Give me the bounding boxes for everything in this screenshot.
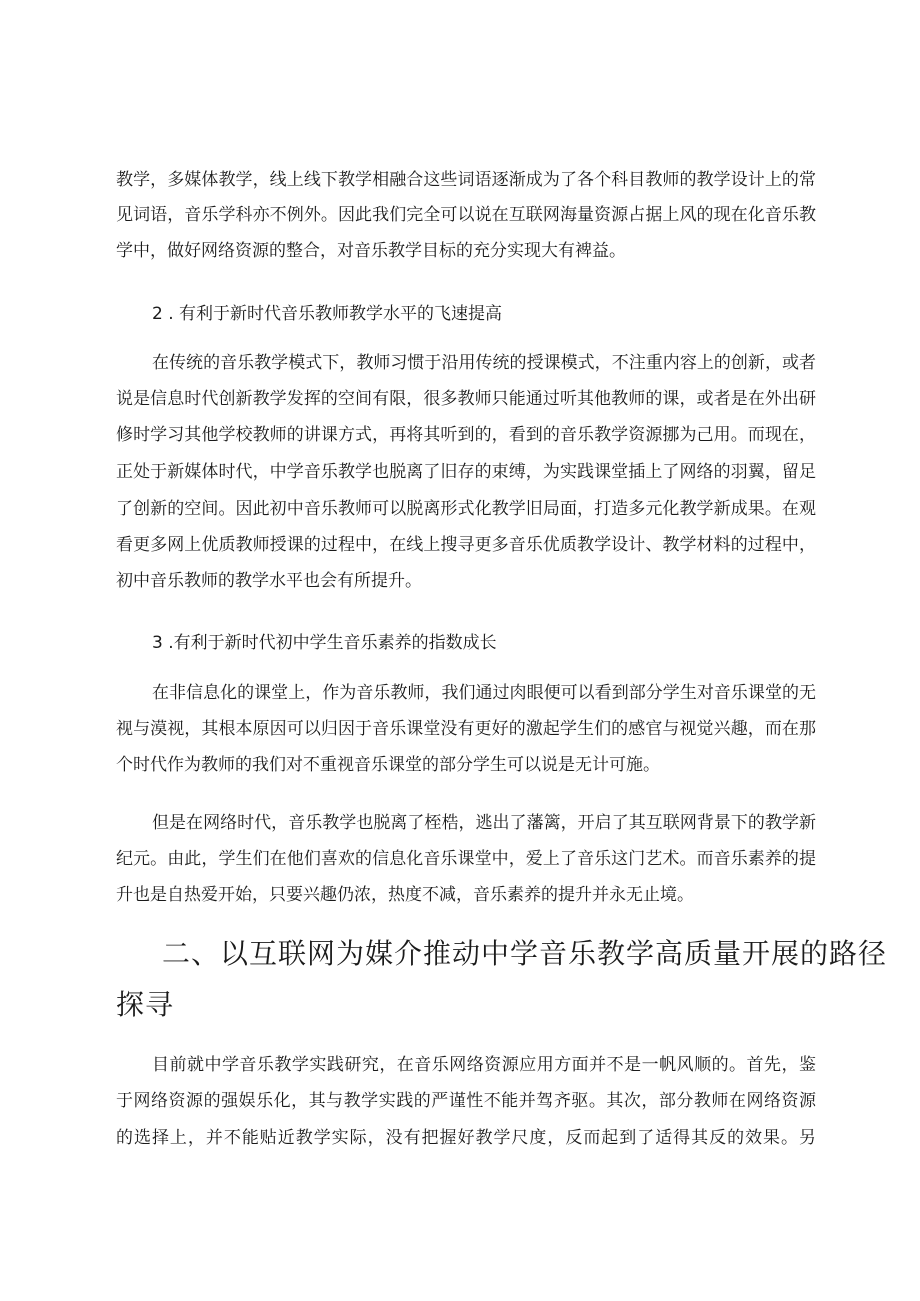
- paragraph-line: 在传统的音乐教学模式下，教师习惯于沿用传统的授课模式，不注重内容上的创新，或者: [152, 353, 816, 373]
- paragraph-line: 了创新的空间。因此初中音乐教师可以脱离形式化教学旧局面，打造多元化教学新成果。在观: [116, 499, 816, 519]
- paragraph-line: 修时学习其他学校教师的讲课方式，再将其听到的，看到的音乐教学资源挪为己用。而现在，: [116, 425, 816, 445]
- paragraph-line: 正处于新媒体时代，中学音乐教学也脱离了旧存的束缚，为实践课堂插上了网络的羽翼，留足: [116, 462, 816, 482]
- paragraph-line: 于网络资源的强娱乐化，其与教学实践的严谨性不能并驾齐驱。其次，部分教师在网络资源: [116, 1091, 816, 1111]
- section-heading: 二、以互联网为媒介推动中学音乐教学高质量开展的路径: [162, 937, 888, 970]
- paragraph-line: 视与漠视，其根本原因可以归因于音乐课堂没有更好的激起学生们的感官与视觉兴趣，而在那: [116, 719, 816, 739]
- paragraph-line: 见词语，音乐学科亦不例外。因此我们完全可以说在互联网海量资源占据上风的现在化音乐教: [116, 205, 816, 225]
- paragraph-line: 纪元。由此，学生们在他们喜欢的信息化音乐课堂中，爱上了音乐这门艺术。而音乐素养的提: [116, 849, 816, 869]
- paragraph-line: 目前就中学音乐教学实践研究，在音乐网络资源应用方面并不是一帆风顺的。首先，鉴: [152, 1055, 816, 1075]
- paragraph-line: 教学，多媒体教学，线上线下教学相融合这些词语逐渐成为了各个科目教师的教学设计上的常: [116, 170, 816, 190]
- paragraph-line: 的选择上，并不能贴近教学实际，没有把握好教学尺度，反而起到了适得其反的效果。另: [116, 1128, 816, 1148]
- paragraph-line: 看更多网上优质教师授课的过程中，在线上搜寻更多音乐优质教学设计、教学材料的过程中，: [116, 535, 816, 555]
- section-heading-continued: 探寻: [116, 988, 175, 1021]
- paragraph-line: 说是信息时代创新教学发挥的空间有限，很多教师只能通过听其他教师的课，或者是在外出研: [116, 389, 816, 409]
- paragraph-line: 学中，做好网络资源的整合，对音乐教学目标的充分实现大有裨益。: [116, 241, 626, 261]
- paragraph-line: 初中音乐教师的教学水平也会有所提升。: [116, 571, 422, 591]
- paragraph-line: 但是在网络时代，音乐教学也脱离了桎梏，逃出了藩篱，开启了其互联网背景下的教学新: [152, 813, 816, 833]
- paragraph-line: 在非信息化的课堂上，作为音乐教师，我们通过肉眼便可以看到部分学生对音乐课堂的无: [152, 683, 816, 703]
- paragraph-line: 个时代作为教师的我们对不重视音乐课堂的部分学生可以说是无计可施。: [116, 755, 660, 775]
- paragraph-line: 升也是自热爱开始，只要兴趣仍浓，热度不减，音乐素养的提升并永无止境。: [116, 885, 694, 905]
- section-subheading: 3 .有利于新时代初中学生音乐素养的指数成长: [152, 633, 497, 653]
- section-subheading: 2 . 有利于新时代音乐教师教学水平的飞速提高: [152, 304, 503, 324]
